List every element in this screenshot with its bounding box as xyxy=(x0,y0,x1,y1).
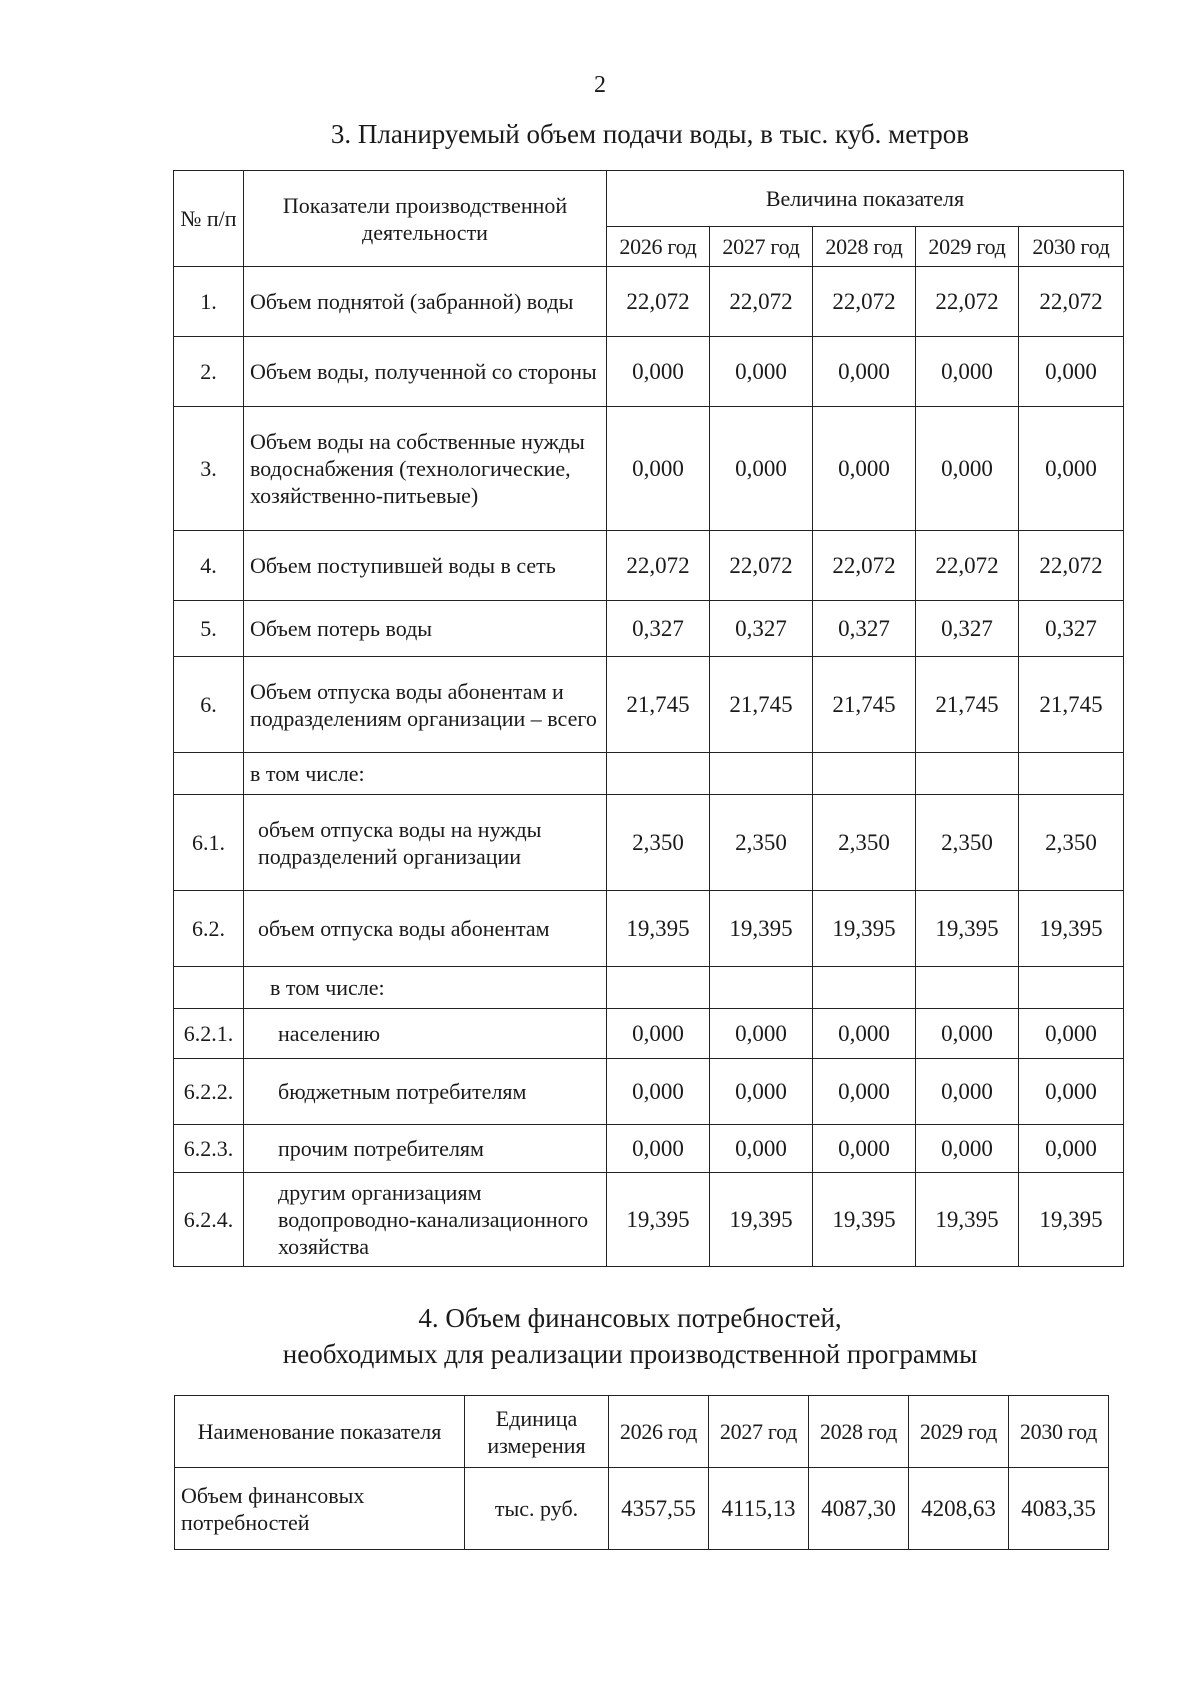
row-name: Объем финансовых потребностей xyxy=(175,1468,465,1550)
row-num: 6.2.2. xyxy=(174,1059,244,1125)
row-value xyxy=(1019,967,1124,1009)
row-value: 19,395 xyxy=(916,1173,1019,1267)
row-value: 19,395 xyxy=(813,1173,916,1267)
table-row xyxy=(174,1059,1124,1125)
row-value xyxy=(916,753,1019,795)
header-year: 2026 год xyxy=(609,1396,709,1468)
row-value: 0,000 xyxy=(710,1125,813,1173)
row-value: 0,000 xyxy=(916,407,1019,531)
header-year: 2029 год xyxy=(916,227,1019,267)
page-number: 2 xyxy=(594,72,606,98)
row-name: Объем поднятой (забранной) воды xyxy=(244,267,607,337)
section-4-title-line2: необходимых для реализации производственной программы xyxy=(282,1339,978,1369)
section-4-title-line1: 4. Объем финансовых потребностей, xyxy=(418,1303,842,1333)
table-row xyxy=(174,657,1124,753)
row-name: Объем поступившей воды в сеть xyxy=(244,531,607,601)
row-value: 2,350 xyxy=(813,795,916,891)
row-value: 19,395 xyxy=(710,891,813,967)
row-value: 19,395 xyxy=(607,1173,710,1267)
row-value: 4357,55 xyxy=(609,1468,709,1550)
row-value: 0,327 xyxy=(710,601,813,657)
row-value xyxy=(710,753,813,795)
row-num: 6.2.1. xyxy=(174,1009,244,1059)
row-value: 0,000 xyxy=(813,1125,916,1173)
water-supply-table xyxy=(173,170,1124,1267)
row-value: 0,327 xyxy=(607,601,710,657)
table-row xyxy=(174,531,1124,601)
row-name: объем отпуска воды на нужды подразделений организации xyxy=(244,795,607,891)
row-value: 22,072 xyxy=(1019,531,1124,601)
table-row xyxy=(174,601,1124,657)
header-year: 2028 год xyxy=(809,1396,909,1468)
header-unit: Единица измерения xyxy=(465,1396,609,1468)
row-value: 2,350 xyxy=(1019,795,1124,891)
row-value: 0,327 xyxy=(813,601,916,657)
header-value-group: Величина показателя xyxy=(607,171,1124,227)
row-name: в том числе: xyxy=(244,753,607,795)
row-value xyxy=(607,967,710,1009)
row-name: Объем отпуска воды абонентам и подразделениям организации – всего xyxy=(244,657,607,753)
row-value: 22,072 xyxy=(916,531,1019,601)
header-year: 2030 год xyxy=(1009,1396,1109,1468)
row-value: 0,000 xyxy=(607,1125,710,1173)
row-value: 19,395 xyxy=(607,891,710,967)
row-value: 4115,13 xyxy=(709,1468,809,1550)
table-row xyxy=(174,795,1124,891)
row-value xyxy=(916,967,1019,1009)
row-value: 0,000 xyxy=(916,1059,1019,1125)
row-value: 22,072 xyxy=(607,267,710,337)
row-value xyxy=(1019,753,1124,795)
row-name: бюджетным потребителям xyxy=(244,1059,607,1125)
header-name: Наименование показателя xyxy=(175,1396,465,1468)
row-value: 0,000 xyxy=(1019,407,1124,531)
row-value: 22,072 xyxy=(607,531,710,601)
row-value: 4083,35 xyxy=(1009,1468,1109,1550)
row-value: 19,395 xyxy=(710,1173,813,1267)
row-value: 0,000 xyxy=(607,407,710,531)
table-row xyxy=(174,407,1124,531)
row-value: 0,000 xyxy=(1019,1059,1124,1125)
row-value: 4208,63 xyxy=(909,1468,1009,1550)
row-num: 6.1. xyxy=(174,795,244,891)
header-year: 2028 год xyxy=(813,227,916,267)
row-num: 1. xyxy=(174,267,244,337)
row-name: населению xyxy=(244,1009,607,1059)
row-num: 6. xyxy=(174,657,244,753)
row-value: 22,072 xyxy=(916,267,1019,337)
row-value xyxy=(813,967,916,1009)
row-num: 6.2. xyxy=(174,891,244,967)
row-value: 19,395 xyxy=(813,891,916,967)
row-value: 4087,30 xyxy=(809,1468,909,1550)
row-value: 0,000 xyxy=(813,407,916,531)
row-num: 6.2.4. xyxy=(174,1173,244,1267)
row-value: 21,745 xyxy=(710,657,813,753)
row-value xyxy=(710,967,813,1009)
financial-needs-table xyxy=(174,1395,1109,1550)
header-num: № п/п xyxy=(174,171,244,267)
row-value: 0,000 xyxy=(916,1009,1019,1059)
row-value: 0,000 xyxy=(607,1059,710,1125)
row-value: 0,000 xyxy=(710,1009,813,1059)
row-value: 22,072 xyxy=(1019,267,1124,337)
row-unit: тыс. руб. xyxy=(465,1468,609,1550)
row-name: Объем воды, полученной со стороны xyxy=(244,337,607,407)
table-row xyxy=(175,1468,1109,1550)
header-year: 2029 год xyxy=(909,1396,1009,1468)
row-name: в том числе: xyxy=(244,967,607,1009)
row-value: 21,745 xyxy=(607,657,710,753)
row-value: 0,000 xyxy=(813,1009,916,1059)
row-name: прочим потребителям xyxy=(244,1125,607,1173)
row-value: 0,000 xyxy=(710,1059,813,1125)
header-year: 2027 год xyxy=(709,1396,809,1468)
row-name: Объем потерь воды xyxy=(244,601,607,657)
row-num xyxy=(174,753,244,795)
row-value: 21,745 xyxy=(813,657,916,753)
row-value xyxy=(813,753,916,795)
section-4-title xyxy=(30,1300,1200,1372)
table-row xyxy=(174,1009,1124,1059)
table-row xyxy=(174,1173,1124,1267)
row-num: 2. xyxy=(174,337,244,407)
row-value: 2,350 xyxy=(710,795,813,891)
row-value: 0,000 xyxy=(813,337,916,407)
row-num xyxy=(174,967,244,1009)
row-name: другим организациям водопроводно-канализационного хозяйства xyxy=(244,1173,607,1267)
row-value: 2,350 xyxy=(916,795,1019,891)
row-num: 5. xyxy=(174,601,244,657)
header-year: 2027 год xyxy=(710,227,813,267)
row-value: 0,000 xyxy=(916,337,1019,407)
row-value: 0,000 xyxy=(710,407,813,531)
row-value: 0,000 xyxy=(607,1009,710,1059)
row-num: 6.2.3. xyxy=(174,1125,244,1173)
header-year: 2030 год xyxy=(1019,227,1124,267)
row-value: 22,072 xyxy=(813,267,916,337)
row-value: 19,395 xyxy=(916,891,1019,967)
row-value: 0,000 xyxy=(1019,337,1124,407)
row-value xyxy=(607,753,710,795)
header-year: 2026 год xyxy=(607,227,710,267)
row-name: объем отпуска воды абонентам xyxy=(244,891,607,967)
row-num: 4. xyxy=(174,531,244,601)
row-value: 21,745 xyxy=(1019,657,1124,753)
table-row xyxy=(174,337,1124,407)
row-value: 0,000 xyxy=(916,1125,1019,1173)
row-value: 22,072 xyxy=(813,531,916,601)
table-row xyxy=(174,891,1124,967)
row-value: 19,395 xyxy=(1019,1173,1124,1267)
row-value: 0,327 xyxy=(916,601,1019,657)
row-name: Объем воды на собственные нужды водоснабжения (технологические, хозяйственно-питьевые) xyxy=(244,407,607,531)
row-num: 3. xyxy=(174,407,244,531)
section-3-title: 3. Планируемый объем подачи воды, в тыс. куб. метров xyxy=(330,119,970,149)
row-value: 0,327 xyxy=(1019,601,1124,657)
row-value: 22,072 xyxy=(710,531,813,601)
row-value: 22,072 xyxy=(710,267,813,337)
row-value: 0,000 xyxy=(710,337,813,407)
table-row xyxy=(174,967,1124,1009)
row-value: 2,350 xyxy=(607,795,710,891)
row-value: 19,395 xyxy=(1019,891,1124,967)
table-row xyxy=(174,1125,1124,1173)
row-value: 0,000 xyxy=(1019,1125,1124,1173)
row-value: 0,000 xyxy=(607,337,710,407)
table-row xyxy=(174,267,1124,337)
row-value: 0,000 xyxy=(813,1059,916,1125)
table-row xyxy=(174,753,1124,795)
row-value: 21,745 xyxy=(916,657,1019,753)
row-value: 0,000 xyxy=(1019,1009,1124,1059)
header-indicator: Показатели производственной деятельности xyxy=(244,171,607,267)
